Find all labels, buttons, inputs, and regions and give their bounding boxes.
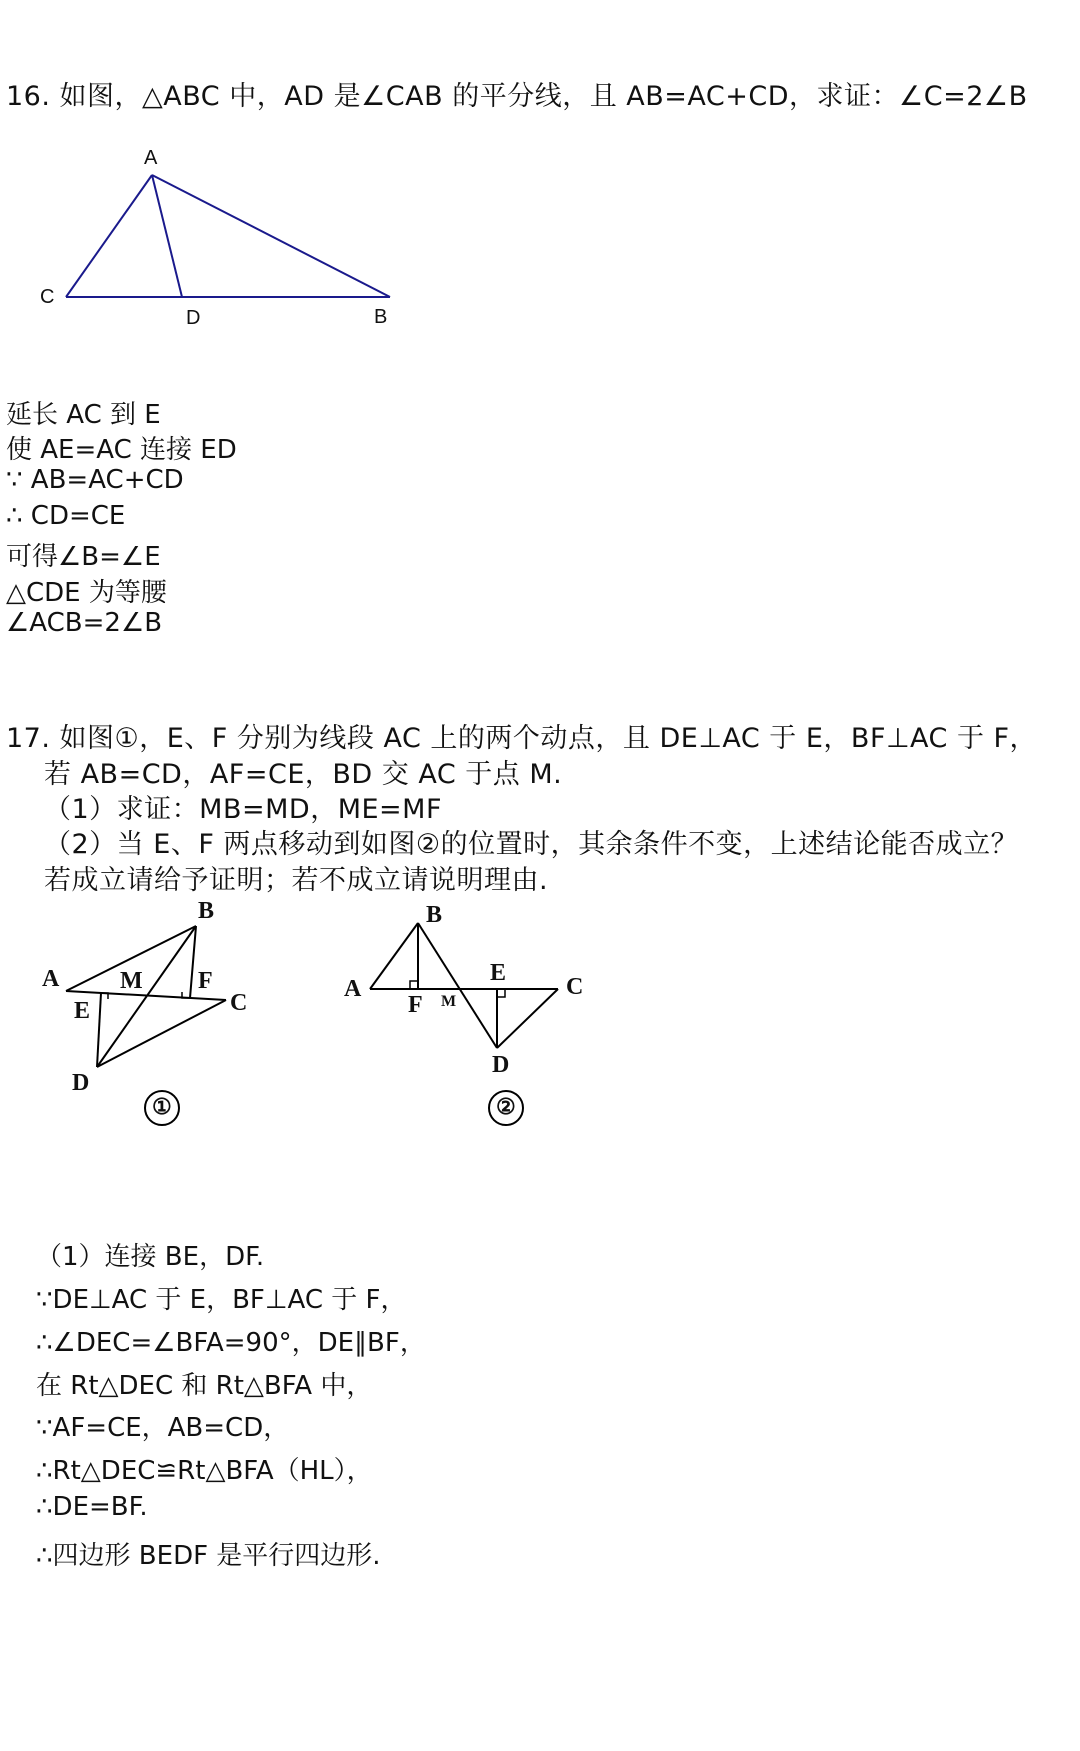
q17-solution-line-5: ∵AF=CE，AB=CD，	[36, 1413, 290, 1443]
q16-solution-line-1: 延长 AC 到 E	[6, 400, 161, 430]
q16-solution-line-6: △CDE 为等腰	[6, 578, 167, 608]
q16-solution-line-5: 可得∠B=∠E	[6, 542, 161, 572]
q17-statement-line-1: 17. 如图①，E、F 分别为线段 AC 上的两个动点，且 DE⊥AC 于 E，BF⊥AC 于 F，	[6, 723, 1038, 754]
q17-solution-line-3: ∴∠DEC=∠BFA=90°，DE∥BF，	[36, 1328, 426, 1358]
q17-fig2-label-a: A	[344, 976, 362, 1002]
q17-fig1-label-b: B	[198, 898, 215, 924]
q17-fig2-label-b: B	[426, 902, 443, 928]
q16-label-c: C	[40, 286, 55, 308]
q17-fig2-label-m: M	[441, 993, 457, 1010]
q17-solution-line-1: （1）连接 BE，DF.	[36, 1242, 265, 1272]
q17-fig2-label-f: F	[408, 992, 423, 1018]
q17-statement-line-3: （1）求证：MB=MD，ME=MF	[44, 794, 443, 825]
q17-statement-line-2: 若 AB=CD，AF=CE，BD 交 AC 于点 M.	[44, 759, 563, 790]
q17-solution-line-7: ∴DE=BF.	[36, 1492, 148, 1522]
q16-solution-line-7: ∠ACB=2∠B	[6, 608, 163, 638]
q16-label-a: A	[144, 147, 158, 169]
q17-statement-line-5: 若成立请给予证明；若不成立请说明理由.	[44, 865, 549, 896]
q17-solution-line-4: 在 Rt△DEC 和 Rt△BFA 中，	[36, 1371, 373, 1401]
q17-solution-line-2: ∵DE⊥AC 于 E，BF⊥AC 于 F，	[36, 1285, 407, 1315]
q16-solution-line-2: 使 AE=AC 连接 ED	[6, 435, 237, 465]
q17-fig2-caption: ②	[496, 1094, 516, 1119]
q17-fig1-label-m: M	[120, 968, 143, 994]
q17-fig1-label-c: C	[230, 990, 248, 1016]
q17-fig1-label-f: F	[198, 968, 213, 994]
q17-solution-line-6: ∴Rt△DEC≌Rt△BFA（HL），	[36, 1456, 373, 1486]
q17-fig1-label-e: E	[74, 998, 91, 1024]
q17-solution-line-8: ∴四边形 BEDF 是平行四边形.	[36, 1541, 381, 1571]
q17-fig2-label-c: C	[566, 974, 584, 1000]
q17-statement-line-4: （2）当 E、F 两点移动到如图②的位置时，其余条件不变，上述结论能否成立？	[44, 829, 1019, 860]
q17-fig2-label-d: D	[492, 1052, 510, 1078]
q17-fig1-label-a: A	[42, 966, 60, 992]
q16-solution-line-4: ∴ CD=CE	[6, 501, 126, 531]
q16-solution-line-3: ∵ AB=AC+CD	[6, 465, 184, 495]
q17-fig2-label-e: E	[490, 960, 507, 986]
q16-label-b: B	[374, 306, 388, 328]
q16-label-d: D	[186, 307, 201, 329]
q17-fig1-label-d: D	[72, 1070, 90, 1096]
q17-fig1-caption: ①	[152, 1094, 172, 1119]
q16-statement: 16. 如图，△ABC 中，AD 是∠CAB 的平分线，且 AB=AC+CD，求证：∠C=2∠B	[6, 81, 1028, 112]
